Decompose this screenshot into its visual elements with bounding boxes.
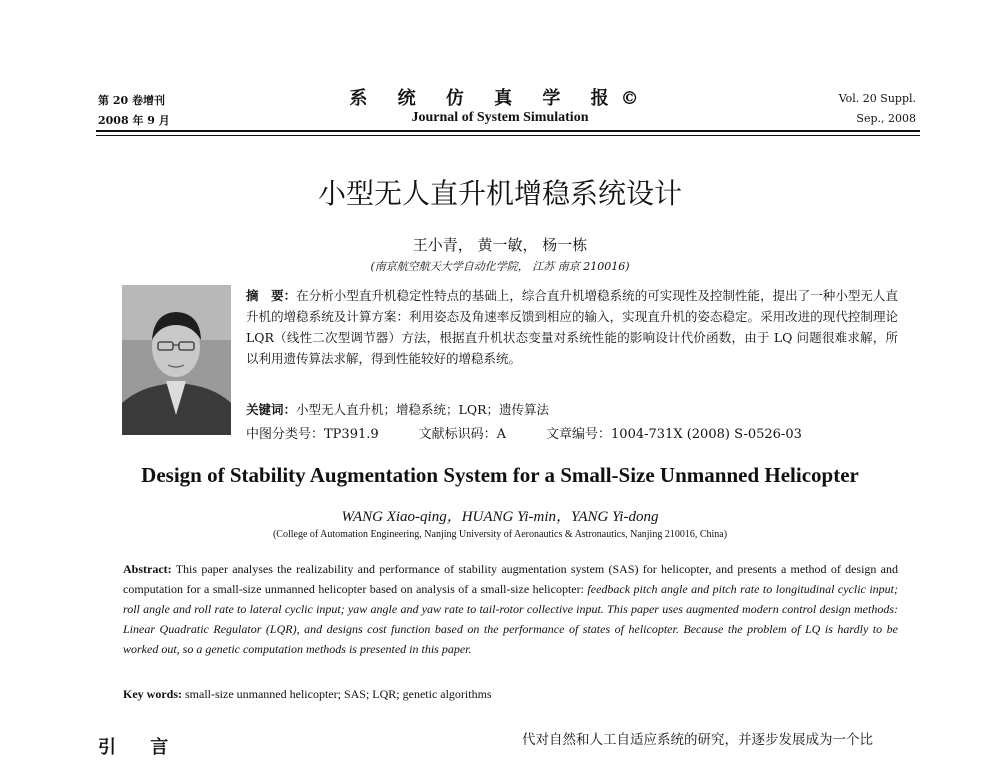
body-text-line: 代对自然和人工自适应系统的研究，并逐步发展成为一个比 <box>522 732 873 748</box>
abstract-en-text: This paper analyses the realizability and performance of stability augmentation system (SAS) for helicopter, and presents a method of design and computation for a small-size unmanned helicopter based on analysis of a small-size helicopter: <box>123 562 898 596</box>
abstract-en-text-italic: feedback pitch angle and pitch rate to longitudinal cyclic input; roll angle and roll rate to lateral cyclic input; yaw angle and yaw rate to tail-rotor collective input. This paper uses augmented modern control design methods: Linear Quadratic Regulator (LQR), and designs cost function based on the performance of states of helicopter. Because the problem of LQ is hardly to be worked out, so a genetic computation methods is presented in this paper. <box>123 582 898 656</box>
abstract-en-label: Abstract: <box>123 562 172 576</box>
document-code: 文献标识码：A <box>418 427 507 442</box>
clc-number: 中图分类号：TP391.9 <box>246 427 379 442</box>
paper-title-cn: 小型无人直升机增稳系统设计 <box>317 177 682 210</box>
affiliation-en: (College of Automation Engineering, Nanjing University of Aeronautics & Astronautics, Nanjing 210016, China) <box>272 529 728 540</box>
keywords-cn <box>246 400 898 418</box>
header-rule-thick <box>96 130 920 132</box>
keywords-en-label: Key words: <box>123 687 182 701</box>
classification-cn <box>246 423 906 442</box>
volume-cn: 第 20 卷增刊 <box>98 94 165 107</box>
abstract-en <box>123 559 898 659</box>
authors-en: WANG Xiao-qing，HUANG Yi-min，YANG Yi-dong <box>341 509 659 525</box>
affiliation-cn: (南京航空航天大学自动化学院， 江苏 南京 210016) <box>370 260 630 273</box>
volume-en: Vol. 20 Suppl. <box>838 92 916 105</box>
journal-title-cn: 系 统 仿 真 学 报© <box>349 88 651 109</box>
date-cn: 2008 年 9 月 <box>98 114 170 127</box>
keywords-en <box>123 687 898 702</box>
abstract-cn <box>246 285 898 369</box>
header-rule-thin <box>96 135 920 136</box>
intro-heading: 引 言 <box>98 737 183 758</box>
keywords-cn-text: 小型无人直升机；增稳系统；LQR；遗传算法 <box>296 402 549 417</box>
keywords-cn-label: 关键词： <box>246 402 297 417</box>
journal-title-en: Journal of System Simulation <box>411 110 589 125</box>
date-en: Sep., 2008 <box>856 112 916 125</box>
paper-title-en: Design of Stability Augmentation System for a Small-Size Unmanned Helicopter <box>141 463 859 487</box>
keywords-en-text: small-size unmanned helicopter; SAS; LQR; genetic algorithms <box>185 687 492 701</box>
author-photo <box>122 285 231 435</box>
abstract-cn-label: 摘 要： <box>246 288 297 303</box>
abstract-cn-text: 在分析小型直升机稳定性特点的基础上，综合直升机增稳系统的可实现性及控制性能，提出了一种小型无人直升机的增稳系统及计算方案：利用姿态及角速率反馈到相应的输入，实现直升机的姿态稳定。采用改进的现代控制理论 LQR（线性二次型调节器）方法，根据直升机状态变量对系统性能的影响设计代价函数，由于 LQ 问题很难求解，所以利用遗传算法求解，得到性能较好的增稳系统。 <box>246 288 898 366</box>
authors-cn: 王小青， 黄一敏， 杨一栋 <box>412 236 588 254</box>
article-number: 文章编号：1004-731X (2008) S-0526-03 <box>546 427 802 442</box>
